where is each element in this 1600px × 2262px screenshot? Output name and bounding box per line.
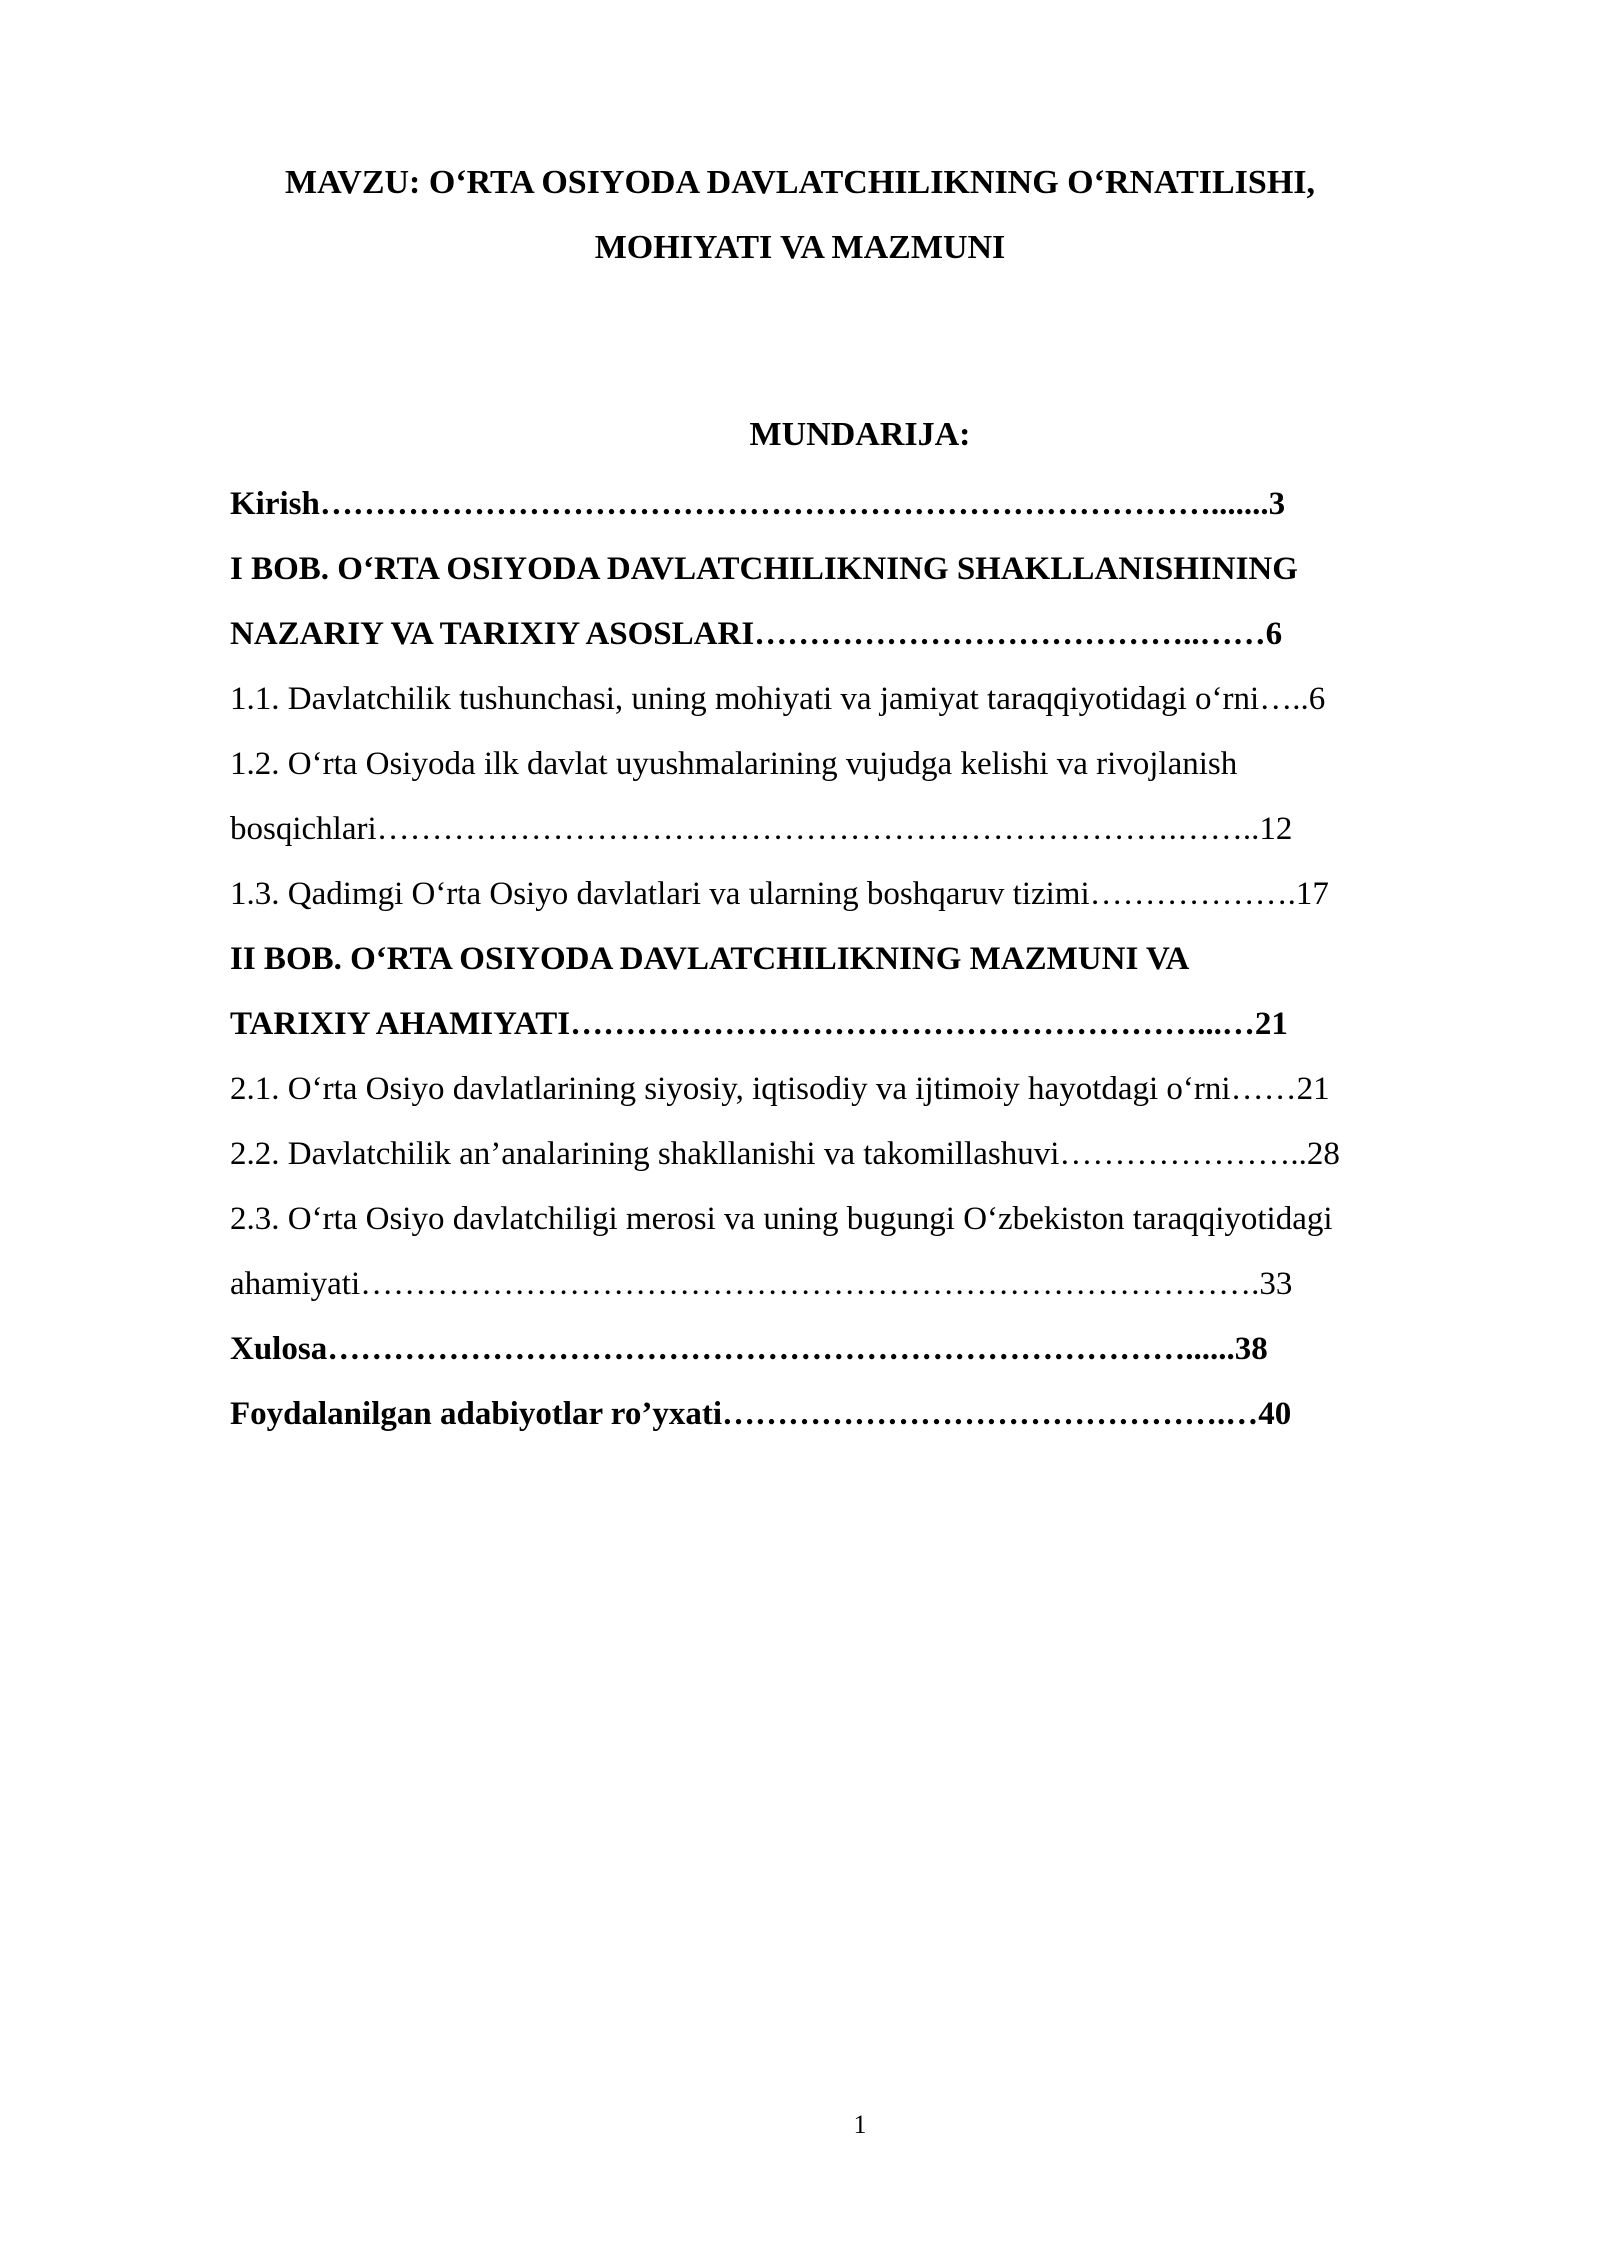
toc-entry: bosqichlari……………………………………………………………….……..12 — [230, 811, 1293, 847]
toc-entry: 2.2. Davlatchilik an’analarining shakllanishi va takomillashuvi…………………..28 — [230, 1136, 1340, 1172]
toc-entry: TARIXIY AHAMIYATI…………………………………………………...…21 — [230, 1006, 1288, 1042]
toc-entry: Xulosa……………………………………………………………………......38 — [230, 1331, 1268, 1367]
toc-entry: 1.3. Qadimgi O‘rta Osiyo davlatlari va ularning boshqaruv tizimi……………….17 — [230, 876, 1329, 912]
toc-entry: ahamiyati……………………………………………………………………….33 — [230, 1266, 1293, 1302]
toc-entry: Foydalanilgan adabiyotlar ro’yxati……………………………………….…40 — [230, 1396, 1292, 1432]
title-line-1: MAVZU: O‘RTA OSIYODA DAVLATCHILIKNING O‘RNATILISHI, — [285, 164, 1315, 201]
page-number: 1 — [853, 2110, 867, 2139]
toc-entry: 2.1. O‘rta Osiyo davlatlarining siyosiy, iqtisodiy va ijtimoiy hayotdagi o‘rni……21 — [230, 1071, 1330, 1107]
document-title — [0, 150, 1600, 280]
contents-heading: MUNDARIJA: — [749, 416, 971, 453]
toc-entry: 1.2. O‘rta Osiyoda ilk davlat uyushmalarining vujudga kelishi va rivojlanish — [230, 746, 1238, 782]
title-line-2: MOHIYATI VA MAZMUNI — [594, 229, 1006, 266]
toc-entry: I BOB. O‘RTA OSIYODA DAVLATCHILIKNING SHAKLLANISHINING — [230, 551, 1298, 587]
toc-entry: 1.1. Davlatchilik tushunchasi, uning mohiyati va jamiyat taraqqiyotidagi o‘rni…..6 — [230, 681, 1326, 717]
toc-entry: II BOB. O‘RTA OSIYODA DAVLATCHILIKNING MAZMUNI VA — [230, 941, 1190, 977]
toc-entry: NAZARIY VA TARIXIY ASOSLARI…………………………………..……6 — [230, 616, 1283, 652]
toc-entry: Kirish……………………………………………………………………….......3 — [230, 486, 1286, 522]
table-of-contents — [230, 472, 1490, 1447]
toc-entry: 2.3. O‘rta Osiyo davlatchiligi merosi va uning bugungi O‘zbekiston taraqqiyotidagi — [230, 1201, 1333, 1237]
